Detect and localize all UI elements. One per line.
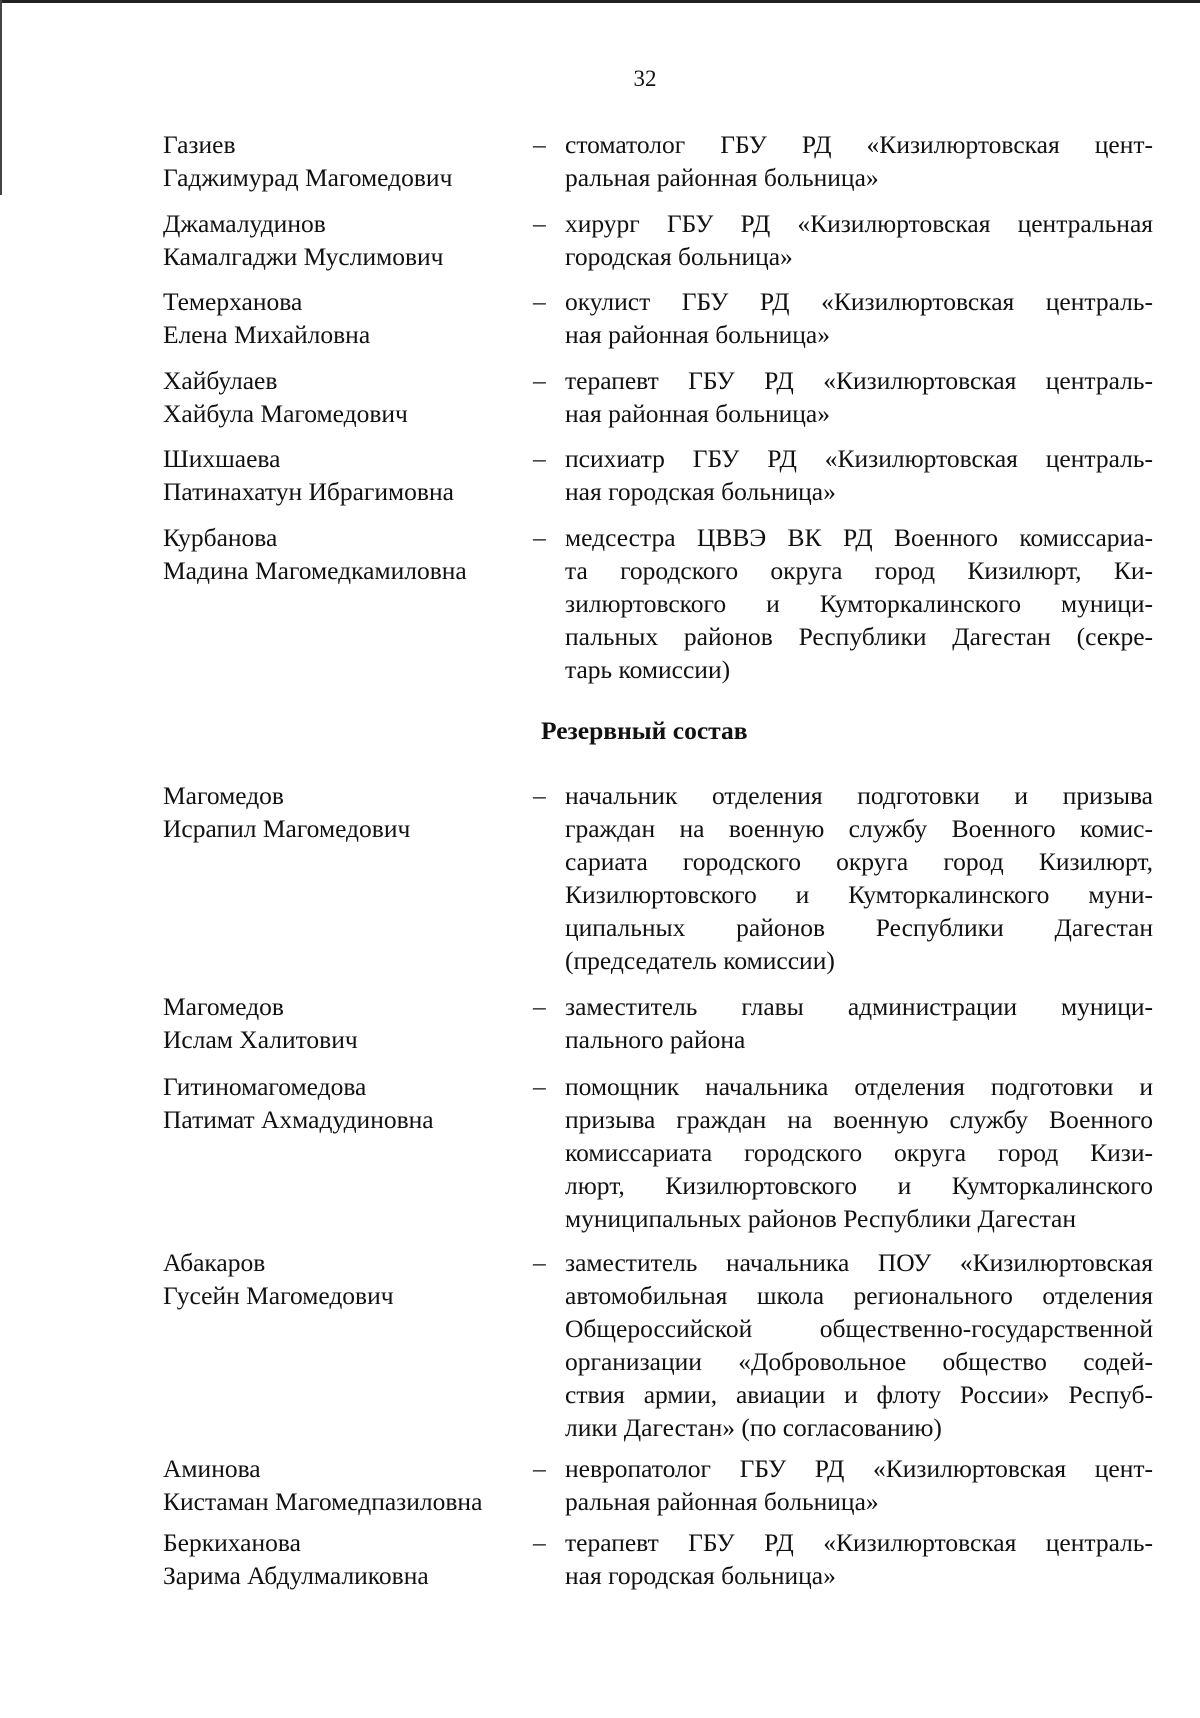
member-description: начальник отделения подготовки и призыва граждан на военную службу Военного комис- сариата городского округа город Кизилюрт, Кизилюртовского и Кумторкалинского муни- ципальных районов Республики Дагестан (председатель комиссии): [565, 781, 1153, 975]
top-border: [0, 0, 1200, 3]
member-description: психиатр ГБУ РД «Кизилюртовская централь- ная городская больница»: [565, 444, 1153, 506]
member-description: медсестра ЦВВЭ ВК РД Военного комиссариа- та городского округа город Кизилюрт, Ки- зилюртовского и Кумторкалинского муници- пальных районов Республики Дагестан (секре- тарь комиссии): [565, 523, 1153, 684]
dash: –: [533, 1072, 546, 1101]
dash: –: [533, 781, 546, 810]
dash: –: [533, 209, 546, 238]
member-name: Шихшаева Патинахатун Ибрагимовна: [163, 444, 454, 506]
dash: –: [533, 1248, 546, 1277]
member-description: невропатолог ГБУ РД «Кизилюртовская цент- ральная районная больница»: [565, 1454, 1153, 1516]
dash: –: [533, 287, 546, 316]
member-description: стоматолог ГБУ РД «Кизилюртовская цент- ральная районная больница»: [565, 130, 1153, 192]
page-number: 32: [633, 66, 657, 91]
dash: –: [533, 992, 546, 1021]
member-name: Аминова Кистаман Магомедпазиловна: [163, 1454, 483, 1516]
member-name: Газиев Гаджимурад Магомедович: [163, 130, 453, 192]
member-description: помощник начальника отделения подготовки и призыва граждан на военную службу Военного комиссариата городского округа город Кизи- люрт, Кизилюртовского и Кумторкалинского муниципальных районов Республики Дагестан: [565, 1072, 1153, 1233]
member-name: Абакаров Гусейн Магомедович: [163, 1248, 394, 1310]
member-description: окулист ГБУ РД «Кизилюртовская централь- ная районная больница»: [565, 287, 1153, 349]
dash: –: [533, 1528, 546, 1557]
section-heading: Резервный состав: [541, 716, 748, 745]
member-name: Магомедов Исрапил Магомедович: [163, 781, 411, 843]
left-border: [0, 0, 2, 195]
member-name: Джамалудинов Камалгаджи Муслимович: [163, 209, 444, 271]
dash: –: [533, 1454, 546, 1483]
member-description: хирург ГБУ РД «Кизилюртовская центральная городская больница»: [565, 209, 1153, 271]
dash: –: [533, 130, 546, 159]
member-description: терапевт ГБУ РД «Кизилюртовская централь- ная городская больница»: [565, 1528, 1153, 1590]
member-description: заместитель начальника ПОУ «Кизилюртовская автомобильная школа регионального отделения Общероссийской общественно-государственной организации «Добровольное общество содей- ствия армии, авиации и флоту России» Респуб- лики Дагестан» (по согласованию): [565, 1248, 1153, 1442]
dash: –: [533, 523, 546, 552]
member-name: Гитиномагомедова Патимат Ахмадудиновна: [163, 1072, 434, 1134]
member-description: терапевт ГБУ РД «Кизилюртовская централь- ная районная больница»: [565, 366, 1153, 428]
member-name: Магомедов Ислам Халитович: [163, 992, 358, 1054]
member-name: Курбанова Мадина Магомедкамиловна: [163, 523, 467, 585]
member-name: Беркиханова Зарима Абдулмаликовна: [163, 1528, 429, 1590]
member-name: Хайбулаев Хайбула Магомедович: [163, 366, 408, 428]
dash: –: [533, 444, 546, 473]
member-name: Темерханова Елена Михайловна: [163, 287, 371, 349]
member-description: заместитель главы администрации муници- пального района: [565, 992, 1153, 1054]
dash: –: [533, 366, 546, 395]
